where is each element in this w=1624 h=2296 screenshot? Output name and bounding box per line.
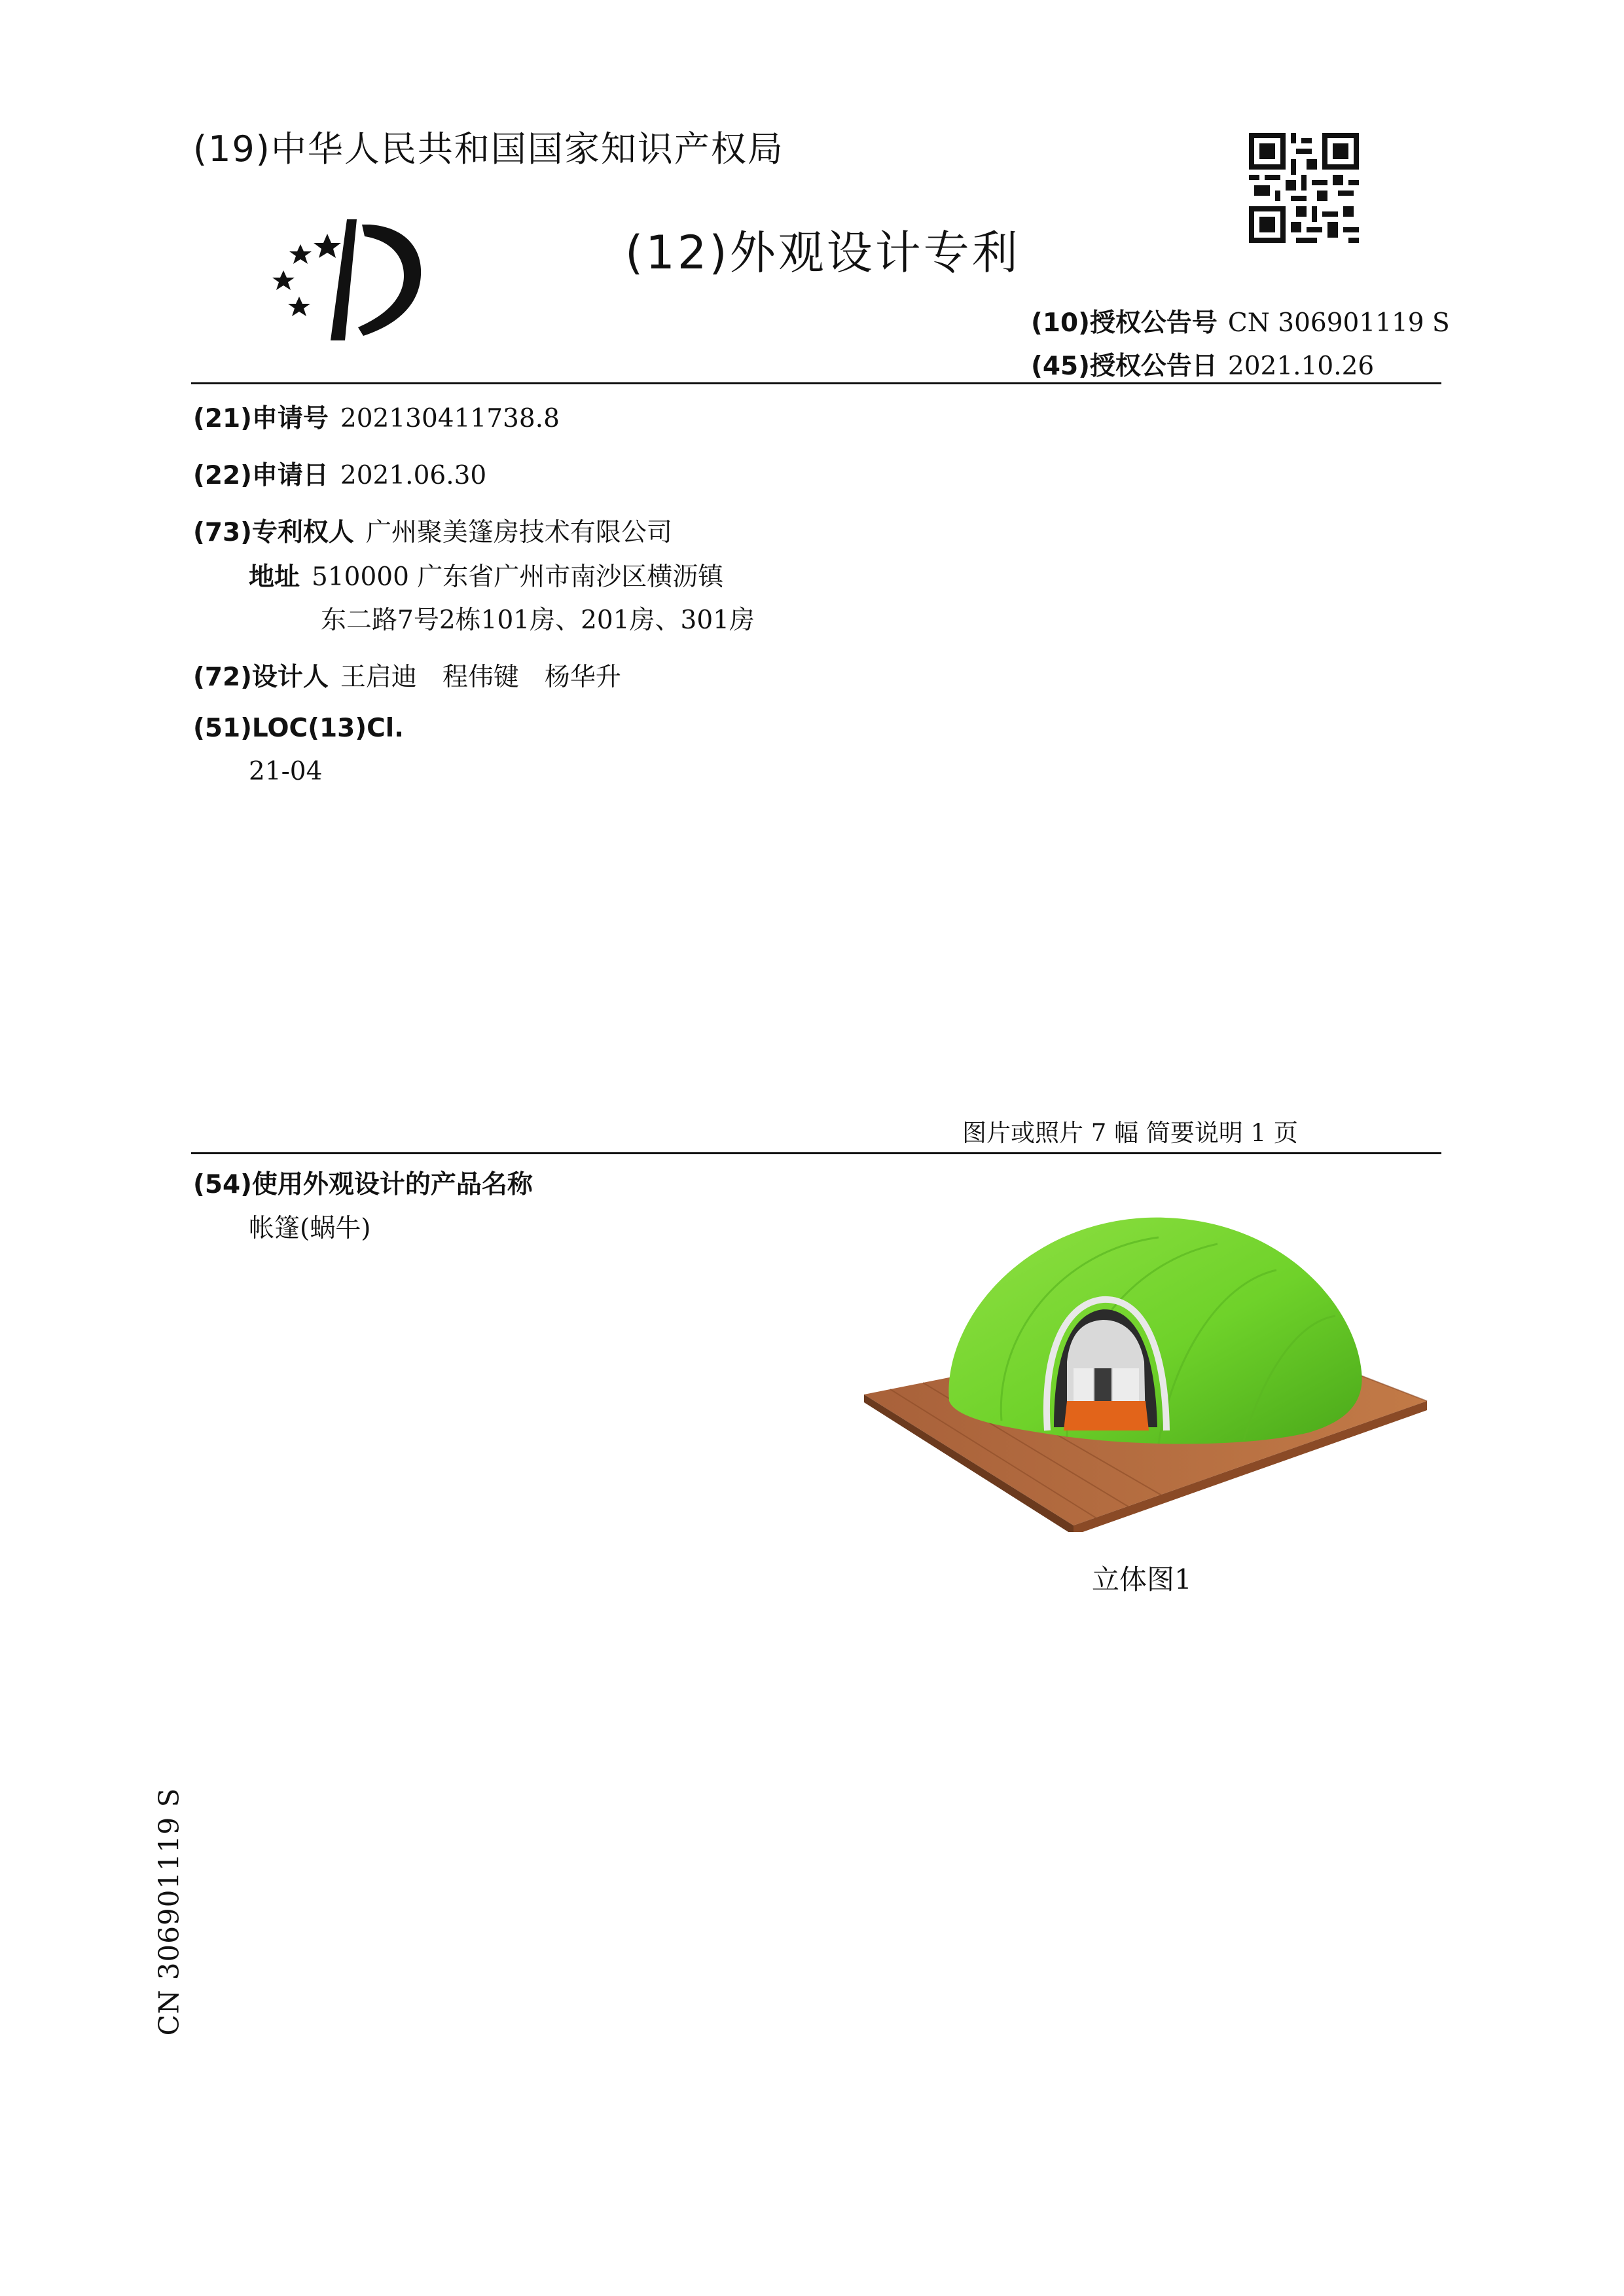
patentee [193, 512, 672, 549]
application-date [193, 455, 486, 492]
application-number-label: (21)申请号 [193, 404, 329, 433]
office-name: (19)中华人民共和国国家知识产权局 [193, 128, 784, 170]
loc-classification [193, 714, 404, 743]
grant-publication-number-label: (10)授权公告号 [1031, 308, 1218, 338]
application-number-value: 202130411738.8 [340, 404, 560, 433]
tent-perspective-image [851, 1205, 1440, 1532]
mid-divider [191, 1152, 1441, 1154]
qr-code-icon [1249, 133, 1359, 243]
patentee-value: 广州聚美篷房技术有限公司 [365, 518, 672, 547]
application-date-label: (22)申请日 [193, 461, 329, 490]
address [249, 556, 723, 593]
application-number [193, 398, 560, 435]
grant-publication-number-value: CN 306901119 S [1227, 308, 1450, 338]
address-line-2: 东二路7号2栋101房、201房、301房 [321, 606, 755, 635]
product-name-label: (54)使用外观设计的产品名称 [193, 1170, 533, 1199]
grant-publication-date-value: 2021.10.26 [1227, 352, 1375, 381]
designers [193, 657, 621, 693]
product-name [193, 1164, 533, 1201]
figure-caption: 立体图1 [1092, 1563, 1192, 1595]
document-type-title: (12)外观设计专利 [625, 226, 1020, 280]
cnipa-logo-icon [265, 219, 422, 344]
designers-value: 王启迪 程伟键 杨华升 [340, 663, 621, 692]
loc-classification-value: 21-04 [249, 757, 323, 786]
side-publication-number: CN 306901119 S [153, 1787, 185, 2036]
image-count-line: 图片或照片 7 幅 简要说明 1 页 [962, 1119, 1298, 1147]
address-label: 地址 [249, 562, 300, 592]
grant-publication-date-label: (45)授权公告日 [1031, 352, 1218, 381]
application-date-value: 2021.06.30 [340, 461, 487, 490]
loc-classification-label: (51)LOC(13)Cl. [193, 714, 404, 743]
designers-label: (72)设计人 [193, 663, 329, 692]
grant-publication-number [1031, 302, 1450, 339]
product-name-value: 帐篷(蜗牛) [249, 1214, 371, 1243]
patentee-label: (73)专利权人 [193, 518, 354, 547]
header-divider [191, 382, 1441, 384]
address-line-1: 510000 广东省广州市南沙区横沥镇 [312, 562, 724, 592]
grant-publication-date [1031, 346, 1374, 382]
